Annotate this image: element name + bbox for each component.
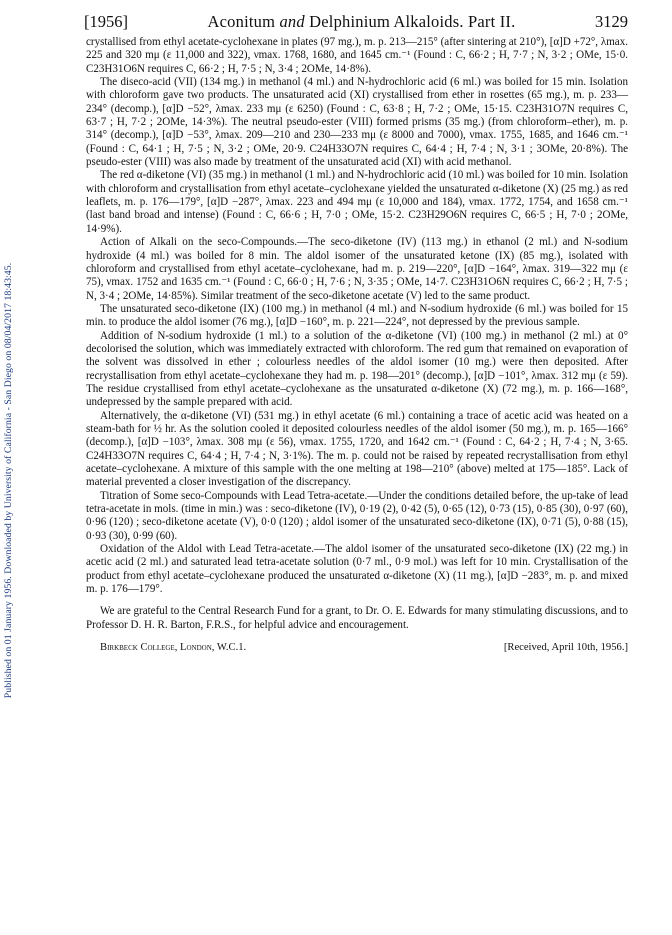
header-title-genus-a: Aconitum xyxy=(207,12,280,31)
article-body xyxy=(86,36,628,632)
download-notice-text: Published on 01 January 1956. Downloaded by University of California - San Diego on 08/04/2017 18:43:45. xyxy=(3,262,15,698)
received-date: [Received, April 10th, 1956.] xyxy=(503,642,628,654)
article-footer xyxy=(86,642,628,653)
paragraph-diseco-acid: The diseco-acid (VII) (134 mg.) in methanol (4 ml.) and N-hydrochloric acid (6 ml.) was boiled for 15 min. Isolation with chloroform gave two products. The unsaturated acid (XI) crystallised from ether in rosettes (65 mg.), m. p. 233—234° (decomp.), [α]D −52°, λmax. 233 mμ (ε 6250) (Found : C, 63·8 ; H, 7·2 ; OMe, 15·15. C23H31O7N requires C, 63·7 ; H, 7·2 ; 2OMe, 14·3%). The neutral pseudo-ester (VIII) formed prisms (35 mg.) (from chloroform–ether), m. p. 314° (decomp.), [α]D −53°, λmax. 209—210 and 230—233 mμ (ε 8000 and 7000), νmax. 1755, 1685, and 1646 cm.⁻¹ (Found : C, 64·1 ; H, 7·5 ; N, 3·2 ; OMe, 20·9. C24H33O7N requires C, 64·4 ; H, 7·4 ; N, 3·1 ; 3OMe, 20·8%). The pseudo-ester (VIII) was also made by treatment of the unsaturated acid (XI) with acid methanol. xyxy=(86,76,628,169)
article-page xyxy=(86,12,628,653)
paragraph-continued: crystallised from ethyl acetate-cyclohexane in plates (97 mg.), m. p. 213—215° (after sintering at 210°), [α]D +72°, λmax. 225 and 320 mμ (ε 11,000 and 322), νmax. 1768, 1680, and 1645 cm.⁻¹ (Found : C, 66·2 ; H, 7·7 ; N, 3·2 ; OMe, 15·0. C23H31O6N requires C, 66·2 ; H, 7·5 ; N, 3·4 ; 2OMe, 14·8%). xyxy=(86,36,628,75)
paragraph-alternatively: Alternatively, the α-diketone (VI) (531 mg.) in ethyl acetate (6 ml.) containing a trace of acetic acid was heated on a steam-bath for ½ hr. As the solution cooled it deposited colourless needles of the aldol isomer (50 mg.), m. p. 165—166° (decomp.), [α]D −103°, λmax. 308 mμ (ε 56), νmax. 1755, 1720, and 1642 cm.⁻¹ (Found : C, 64·2 ; H, 7·4 ; N, 3·65. C24H33O7N requires C, 64·4 ; H, 7·4 ; N, 3·1%). The m. p. could not be raised by repeated recrystallisation from ethyl acetate–cyclohexane. A mixture of this sample with the one melting at 198—210° (above) melted at 175—185°. Lack of material prevented a closer investigation of the discrepancy. xyxy=(86,409,628,489)
paragraph-action-of-alkali: Action of Alkali on the seco-Compounds.—The seco-diketone (IV) (113 mg.) in ethanol (2 ml.) and N-sodium hydroxide (4 ml.) was boiled for 8 min. The aldol isomer of the unsaturated ketone (IX) (85 mg.), isolated with chloroform and crystallised from ethyl acetate–cyclohexane, had m. p. 219—220°, [α]D −164°, λmax. 319—322 mμ (ε 75), νmax. 1752 and 1635 cm.⁻¹ (Found : C, 66·0 ; H, 7·6 ; N, 3·35 ; OMe, 14·7. C23H31O6N requires C, 66·2 ; H, 7·5 ; N, 3·4 ; 2OMe, 14·85%). Similar treatment of the seco-diketone acetate (V) led to the same product. xyxy=(86,236,628,302)
header-title xyxy=(208,12,516,32)
header-page-number: 3129 xyxy=(594,12,628,31)
header-year: [1956] xyxy=(84,12,128,31)
paragraph-unsaturated-seco-diketone: The unsaturated seco-diketone (IX) (100 mg.) in methanol (4 ml.) and N-sodium hydroxide (6 ml.) was boiled for 15 min. to produce the aldol isomer (76 mg.), [α]D −160°, m. p. 221—224°, not depressed by the previous sample. xyxy=(86,302,628,329)
header-title-and: and xyxy=(279,12,305,31)
paragraph-titration: Titration of Some seco-Compounds with Lead Tetra-acetate.—Under the conditions detailed before, the up-take of lead tetra-acetate in mols. (time in min.) was : seco-diketone (IV), 0·19 (2), 0·42 (5), 0·65 (12), 0·73 (15), 0·85 (30), 0·97 (60), 0·96 (120) ; seco-diketone acetate (V), 0·0 (120) ; aldol isomer of the unsaturated seco-diketone (IX), 0·71 (5), 0·88 (15), 0·93 (30), 0·99 (60). xyxy=(86,489,628,542)
header-title-genus-b: Delphinium Alkaloids. Part II. xyxy=(304,12,516,31)
acknowledgement: We are grateful to the Central Research Fund for a grant, to Dr. O. E. Edwards for many stimulating discussions, and to Professor D. H. R. Barton, F.R.S., for helpful advice and encouragement. xyxy=(86,605,628,631)
paragraph-oxidation: Oxidation of the Aldol with Lead Tetra-acetate.—The aldol isomer of the unsaturated seco-diketone (IX) (22 mg.) in acetic acid (2 ml.) and saturated lead tetra-acetate solution (0·7 ml., 0·9 mol.) was left for 10 min. Crystallisation of the product from ethyl acetate–cyclohexane produced the unsaturated α-diketone (X) (11 mg.), [α]D −283°, m. p. and mixed m. p. 176—179°. xyxy=(86,543,628,596)
paragraph-sodium-hydroxide: Addition of N-sodium hydroxide (1 ml.) to a solution of the α-diketone (VI) (100 mg.) in methanol (2 ml.) at 0° decolorised the solution, which was immediately extracted with chloroform. The red gum that remained on evaporation of the solvent was dissolved in ether ; colourless needles of the aldol isomer (10 mg.) were then deposited. After recrystallisation from ethyl acetate–cyclohexane they had m. p. 198—201° (decomp.), [α]D −101°, λmax. 312 mμ (ε 59). The residue crystallised from ethyl acetate–cyclohexane as the unsaturated α-diketone (X) (72 mg.), m. p. 166—168°, undepressed by the sample prepared with acid. xyxy=(86,329,628,409)
download-notice xyxy=(2,60,16,900)
affiliation: Birkbeck College, London, W.C.1. xyxy=(100,642,247,654)
paragraph-red-diketone: The red α-diketone (VI) (35 mg.) in methanol (1 ml.) and N-hydrochloric acid (10 ml.) was boiled for 10 min. Isolation with chloroform and crystallisation from ethyl acetate–cyclohexane yielded the unsaturated α-diketone (X) (25 mg.) as red leaflets, m. p. 176—179°, [α]D −287°, λmax. 223 and 494 mμ (ε 10,000 and 184), νmax. 1772, 1754, and 1658 cm.⁻¹ (last band broad and intense) (Found : C, 66·6 ; H, 7·0 ; OMe, 15·2. C23H29O6N requires C, 66·5 ; H, 7·0 ; 2OMe, 14·9%). xyxy=(86,169,628,235)
running-head xyxy=(84,12,628,32)
